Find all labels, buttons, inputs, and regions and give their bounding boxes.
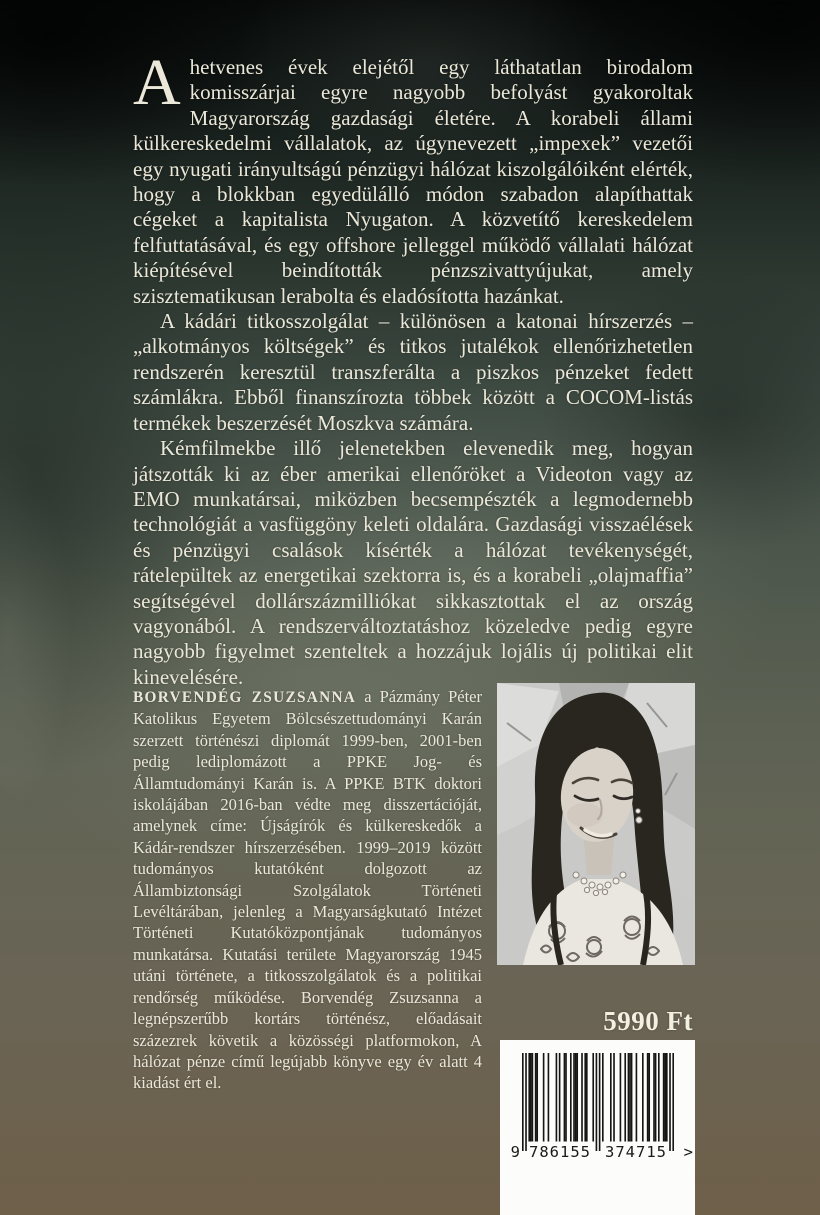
barcode-first-digit: 9: [510, 1143, 520, 1161]
synopsis-paragraph-text: hetvenes évek elejétől egy láthatatlan birodalom komisszárjai egyre nagyobb befolyást gyakoroltak Magyarország gazdasági életére. A korabeli állami külkereskedelmi vállalatok, az úgynevezett „impexek” vezetői egy nyugati irányultságú pénzügyi hálózat kiszolgálóiként elérték, hogy a blokkban egyedülálló módon szabadon alapíthattak cégeket a kapitalista Nyugaton. A közvetítő kereskedelem felfuttatásával, és egy offshore jelleggel működő vállalati hálózat kiépítésével beindították pénzszivattyújukat, amely szisztematikusan lerabolta és eladósította hazánkat.: [133, 55, 693, 308]
drop-cap: A: [133, 46, 181, 119]
isbn-digit-group: 374715: [605, 1143, 667, 1161]
price-label: 5990 Ft: [603, 1006, 693, 1036]
synopsis-paragraph: A kádári titkosszolgálat – különösen a katonai hírszerzés – „alkotmányos költségek” és titkos jutalékok ellenőrizhetetlen rendszerén keresztül transzferálta a piszkos pénzeket fedett számlákra. Ebből finanszírozta többek között a COCOM-listás termékek beszerzését Moszkva számára.: [133, 309, 693, 435]
author-bio: [133, 686, 482, 1094]
author-bio-text: a Pázmány Péter Katolikus Egyetem Bölcsészettudományi Karán szerzett történészi diplomát 1999-ben, 2001-ben pedig lediplomázott a PPKE Jog- és Államtudományi Karán is. A PPKE BTK doktori iskolájában 2016-ban védte meg disszertációját, amelynek címe: Újságírók és külkereskedők a Kádár-rendszer hírszerzésében. 1999–2019 között tudományos kutatóként dolgozott az Állambiztonsági Szolgálatok Történeti Levéltárában, jelenleg a Magyarságkutató Intézet Történeti Kutatóközpontjának tudományos munkatársa. Kutatási területe Magyarország 1945 utáni története, a titkosszolgálatok és a politikai rendőrség működése. Borvendég Zsuzsanna a legnépszerűbb kortárs történész, előadásait százezrek követik a közösségi platformokon, A hálózat pénze című legújabb könyve egy év alatt 4 kiadást ért el.: [133, 687, 482, 1093]
barcode-trailing-mark: >: [683, 1143, 693, 1161]
barcode-digits: [522, 1143, 674, 1161]
synopsis-paragraph: [133, 46, 693, 309]
author-name: BORVENDÉG ZSUZSANNA: [133, 689, 357, 706]
synopsis-paragraph: Kémfilmekbe illő jelenetekben elevenedik meg, hogyan játszották ki az éber amerikai ellenőröket a Videoton vagy az EMO munkatársai, miközben becsempészték a legmodernebb technológiát a vasfüggöny keleti oldalára. Gazdasági visszaélések és pénzügyi csalások kísérték a hálózat tevékenységét, rátelepültek az energetikai szektorra is, és a korabeli „olajmaffia” segítségével dollárszázmilliókat sikkasztottak el az ország vagyonából. A rendszerváltoztatáshoz közeledve pedig egyre nagyobb figyelmet szenteltek a hozzájuk lojális új politikai elit kinevelésére.: [133, 436, 693, 689]
barcode-bars: [522, 1053, 674, 1151]
author-photo: [497, 683, 695, 965]
isbn-digit-group: 786155: [529, 1143, 591, 1161]
barcode: [500, 1040, 695, 1215]
synopsis: [133, 46, 693, 690]
